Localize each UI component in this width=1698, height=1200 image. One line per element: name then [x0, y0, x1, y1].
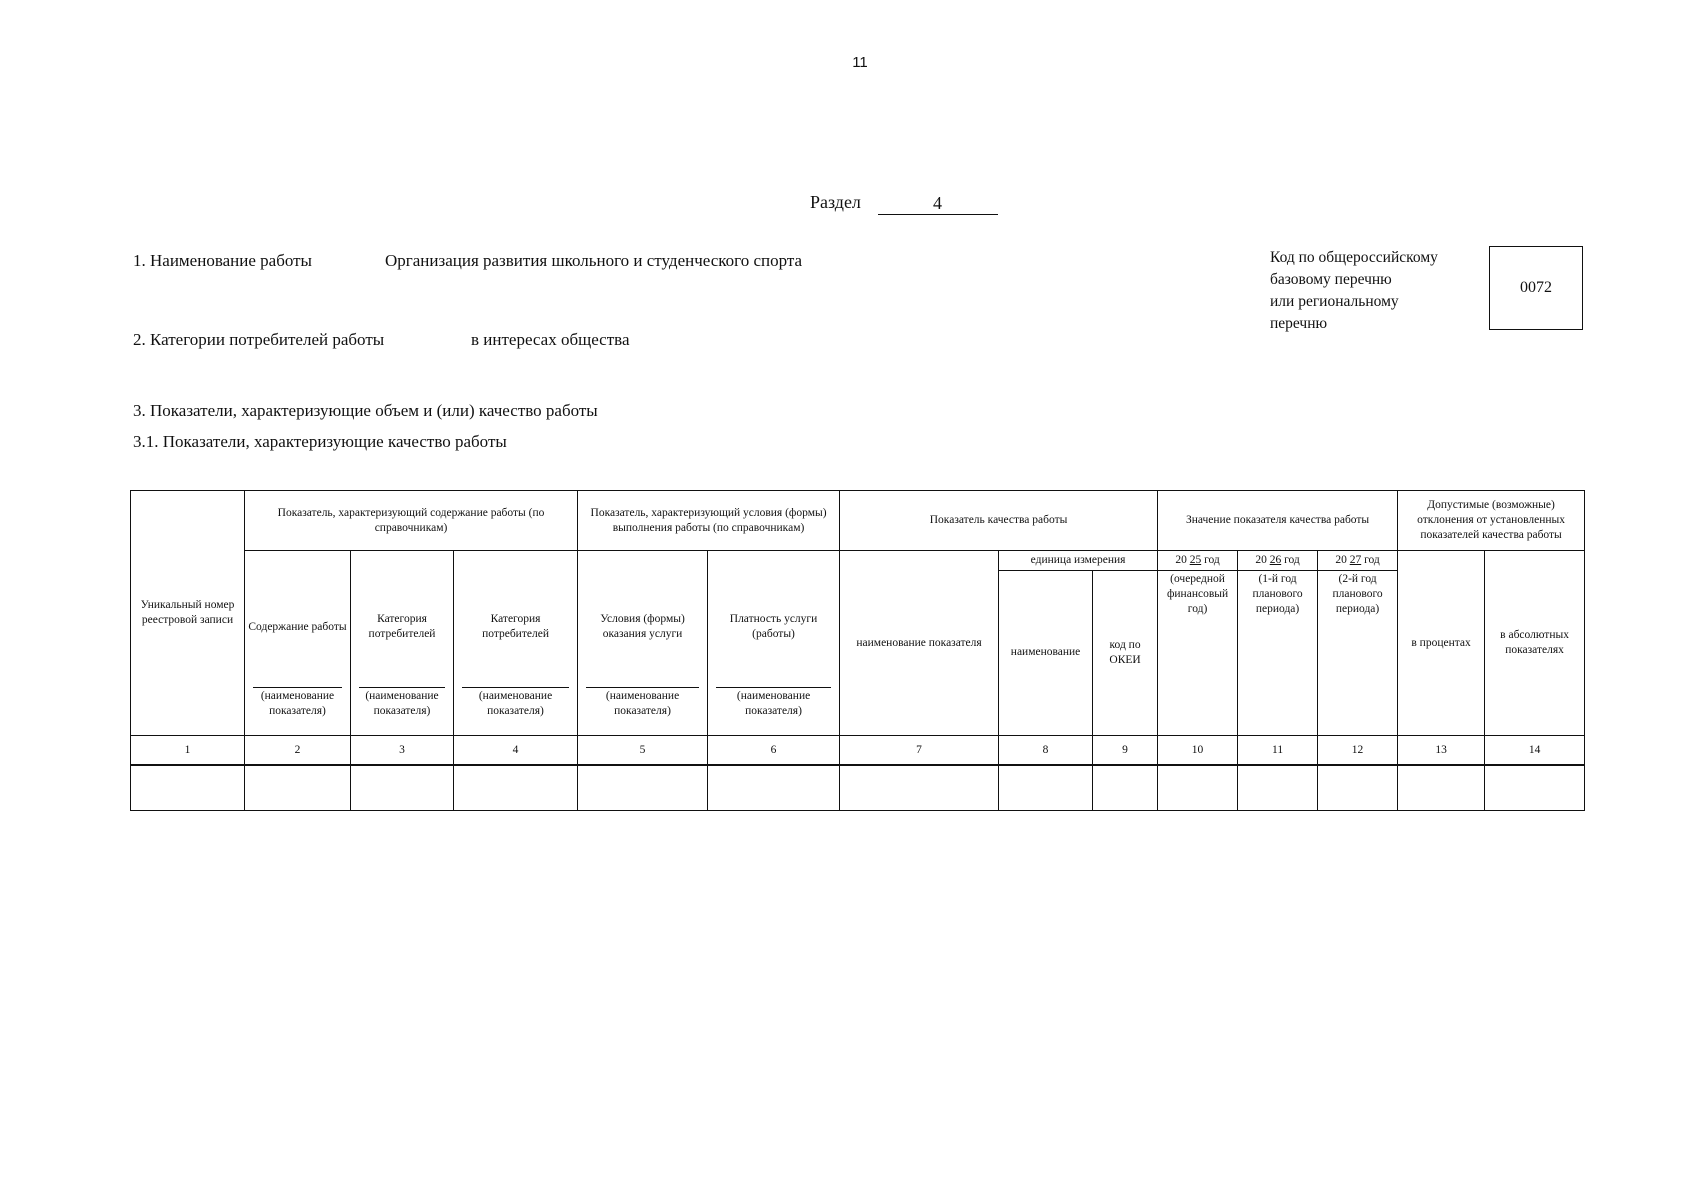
header-year-2: [1238, 551, 1318, 570]
header-content-label: Содержание работы: [248, 620, 347, 633]
header-unit-code: код по ОКЕИ: [1093, 570, 1158, 736]
column-number: 14: [1485, 736, 1585, 766]
table-cell: [708, 765, 840, 810]
table-cell: [578, 765, 708, 810]
year-value: 27: [1349, 553, 1362, 566]
column-number: 5: [578, 736, 708, 766]
column-number: 9: [1093, 736, 1158, 766]
header-content-sublabel: (наименование показателя): [253, 687, 342, 719]
header-year-3: [1318, 551, 1398, 570]
header-payment-sublabel: (наименование показателя): [716, 687, 831, 719]
header-content: [245, 551, 351, 736]
column-number: 8: [999, 736, 1093, 766]
quality-indicators-table: [130, 490, 1585, 811]
table-cell: [1485, 765, 1585, 810]
header-absolute: в абсолютных показателях: [1485, 551, 1585, 736]
year-suffix: год: [1364, 553, 1380, 566]
column-number: 7: [840, 736, 999, 766]
table-cell: [454, 765, 578, 810]
header-category-1: [351, 551, 454, 736]
code-label-line: перечню: [1270, 315, 1328, 332]
year-prefix: 20: [1255, 553, 1267, 566]
header-category-2-label: Категория потребителей: [482, 613, 549, 641]
table-cell: [999, 765, 1093, 810]
header-payment: [708, 551, 840, 736]
consumer-category-label: 2. Категории потребителей работы: [133, 330, 385, 349]
header-category-1-label: Категория потребителей: [368, 613, 436, 641]
year-suffix: год: [1204, 553, 1220, 566]
header-category-1-sublabel: (наименование показателя): [359, 687, 445, 719]
header-unique-number: Уникальный номер реестровой записи: [131, 491, 245, 736]
header-payment-label: Платность услуги (работы): [729, 613, 818, 641]
header-conditions-label: Условия (формы) оказания услуги: [600, 613, 685, 641]
table-cell: [1158, 765, 1238, 810]
work-name-value: Организация развития школьного и студенческого спорта: [385, 251, 803, 270]
column-numbers-row: [131, 736, 1585, 766]
work-name-label: 1. Наименование работы: [133, 251, 312, 270]
year-prefix: 20: [1335, 553, 1347, 566]
column-number: 1: [131, 736, 245, 766]
header-year-2-desc: (1-й год планового периода): [1238, 570, 1318, 736]
header-percent: в процентах: [1398, 551, 1485, 736]
header-conditions-sublabel: (наименование показателя): [586, 687, 699, 719]
column-number: 11: [1238, 736, 1318, 766]
column-number: 13: [1398, 736, 1485, 766]
code-label-line: Код по общероссийскому: [1270, 249, 1438, 266]
header-year-1-desc: (очередной финансовый год): [1158, 570, 1238, 736]
year-prefix: 20: [1175, 553, 1187, 566]
table-cell: [1398, 765, 1485, 810]
code-label-line: или региональному: [1270, 293, 1399, 310]
table-cell: [131, 765, 245, 810]
table-cell: [245, 765, 351, 810]
code-box: 0072: [1489, 246, 1583, 330]
year-value: 26: [1269, 553, 1282, 566]
header-quality-group: Показатель качества работы: [840, 491, 1158, 551]
column-number: 10: [1158, 736, 1238, 766]
table-cell: [1318, 765, 1398, 810]
column-number: 2: [245, 736, 351, 766]
quality-indicators-heading: 3.1. Показатели, характеризующие качество работы: [133, 432, 507, 451]
page-number: 11: [852, 54, 868, 71]
table-cell: [1093, 765, 1158, 810]
header-year-3-desc: (2-й год планового периода): [1318, 570, 1398, 736]
header-year-1: [1158, 551, 1238, 570]
header-conditions-group: Показатель, характеризующий условия (формы) выполнения работы (по справочникам): [578, 491, 840, 551]
table-cell: [840, 765, 999, 810]
column-number: 3: [351, 736, 454, 766]
code-label: [1270, 247, 1470, 335]
header-deviation-group: Допустимые (возможные) отклонения от установленных показателей качества работы: [1398, 491, 1585, 551]
table-cell: [1238, 765, 1318, 810]
column-number: 4: [454, 736, 578, 766]
section-label: Раздел: [810, 192, 861, 212]
indicators-heading: 3. Показатели, характеризующие объем и (или) качество работы: [133, 401, 598, 420]
code-label-line: базовому перечню: [1270, 271, 1392, 288]
header-value-group: Значение показателя качества работы: [1158, 491, 1398, 551]
year-suffix: год: [1284, 553, 1300, 566]
year-value: 25: [1189, 553, 1202, 566]
header-category-2: [454, 551, 578, 736]
column-number: 6: [708, 736, 840, 766]
column-number: 12: [1318, 736, 1398, 766]
section-number: 4: [878, 192, 998, 215]
header-indicator-name: наименование показателя: [840, 551, 999, 736]
table-row: [131, 765, 1585, 810]
table-cell: [351, 765, 454, 810]
header-conditions: [578, 551, 708, 736]
header-unit: единица измерения: [999, 551, 1158, 570]
header-content-group: Показатель, характеризующий содержание работы (по справочникам): [245, 491, 578, 551]
header-unit-name: наименование: [999, 570, 1093, 736]
consumer-category-value: в интересах общества: [471, 330, 630, 349]
header-category-2-sublabel: (наименование показателя): [462, 687, 569, 719]
